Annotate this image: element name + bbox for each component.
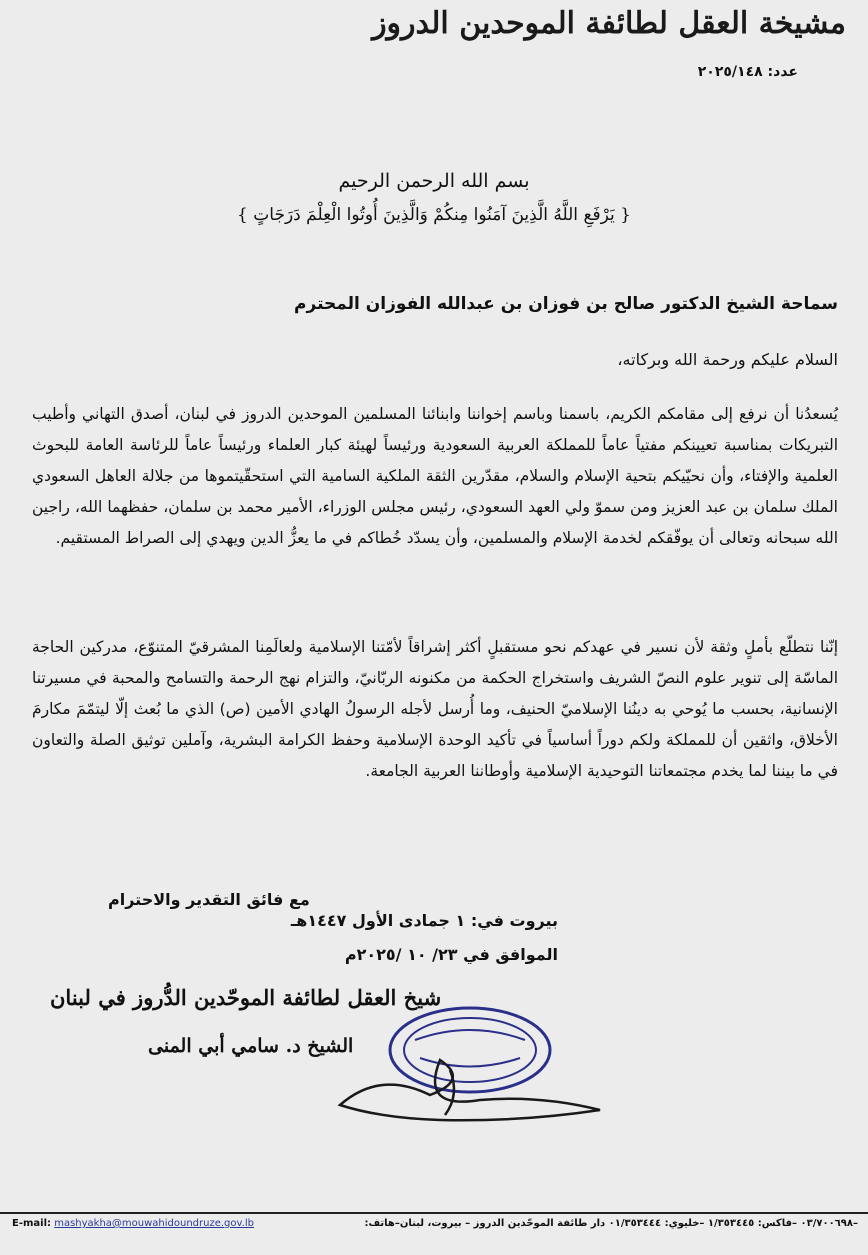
seal-inner-ring: [404, 1018, 536, 1082]
footer-contact-info: –٠٣/٧٠٠٦٩٨ –فاكس: ١/٣٥٣٤٤٥ –خليوي: ٠١/٣٥٣٤٤٤ دار طائفة الموحّدين الدروز – بيروت، لبنان–هاتف:: [364, 1218, 858, 1229]
official-seal-stamp: [320, 1000, 610, 1130]
reference-number: عدد: ٢٠٢٥/١٤٨: [697, 64, 798, 80]
date-hijri: بيروت في: ١ جمادى الأول ١٤٤٧هـ: [290, 911, 558, 930]
footer-divider: [0, 1212, 868, 1214]
signature-name: الشيخ د. سامي أبي المنى: [148, 1035, 354, 1057]
email-label: E-mail:: [12, 1218, 52, 1229]
signature-title: شيخ العقل لطائفة الموحّدين الدُّروز في لبنان: [50, 985, 442, 1010]
basmala: بسم الله الرحمن الرحيم: [338, 170, 530, 192]
quran-verse: { يَرْفَعِ اللَّهُ الَّذِينَ آمَنُوا مِنكُمْ وَالَّذِينَ أُوتُوا الْعِلْمَ دَرَجَاتٍ }: [237, 205, 631, 225]
letterhead-title: مشيخة العقل لطائفة الموحدين الدروز: [372, 6, 846, 41]
signature-stroke: [445, 1070, 454, 1115]
seal-text-arc-lower: [420, 1058, 520, 1067]
body-paragraph-2: إنّنا نتطلّع بأملٍ وثقة لأن نسير في عهدكم نحو مستقبلٍ أكثر إشراقاً لأمّتنا الإسلامية ولعالَمِنا المشرقيّ المتنوّع، مدركين الحاجة الماسّة إلى تنوير علوم النصّ الشريف واستخراج الحكمة من مكنونه الربّانيّ، والتزام نهج الرحمة والتسامح والمحبة في مسيرتنا الإنسانية، بحسب ما يُوحي به دينُنا الإسلاميّ الحنيف، وما أُرسل لأجله الرسولُ الهادي الأمين (ص) الذي ما بُعث إلّا ليتمّمَ مكارمَ الأخلاق، واثقين أن للمملكة ولكم دوراً أساسياً في تأكيد الوحدة الإسلامية وحفظ الكرامة البشرية، وآملين توثيق الصلة والتعاون في ما بيننا لما يخدم مجتمعاتنا التوحيدية الإسلامية وأوطاننا العربية الجامعة.: [32, 638, 838, 780]
seal-outer-ring: [390, 1008, 550, 1092]
closing-phrase: مع فائق التقدير والاحترام: [108, 890, 310, 909]
seal-text-arc: [415, 1030, 525, 1040]
email-link[interactable]: mashyakha@mouwahidoundruze.gov.lb: [54, 1218, 254, 1229]
handwritten-signature: [340, 1060, 600, 1120]
addressee: سماحة الشيخ الدكتور صالح بن فوزان بن عبدالله الفوزان المحترم: [294, 294, 838, 314]
body-paragraph-1: يُسعدُنا أن نرفع إلى مقامكم الكريم، باسمنا وباسم إخواننا وابنائنا المسلمين الموحدين الدروز في لبنان، أصدق التهاني وأطيب التبريكات بمناسبة تعيينكم مفتياً عاماً للمملكة العربية السعودية ورئيساً لهيئة كبار العلماء ورئيساً عاماً للرئاسة العامة للبحوث العلمية والإفتاء، وأن نحيّيكم بتحية الإسلام والسلام، مقدّرين الثقة الملكية السامية التي استحقّيتموها من جلالة العاهل السعودي الملك سلمان بن عبد العزيز ومن سموّ ولي العهد السعودي، رئيس مجلس الوزراء، الأمير محمد بن سلمان، حفظهما الله، راجين الله سبحانه وتعالى أن يوفّقكم لخدمة الإسلام والمسلمين، وأن يسدّد خُطاكم في ما يعزُّ الدين ويهدي إلى الصراط المستقيم.: [32, 405, 838, 547]
greeting: السلام عليكم ورحمة الله وبركاته،: [617, 350, 838, 369]
footer: [12, 1218, 858, 1229]
date-gregorian: الموافق في ٢٣/ ١٠ /٢٠٢٥م: [344, 945, 558, 964]
